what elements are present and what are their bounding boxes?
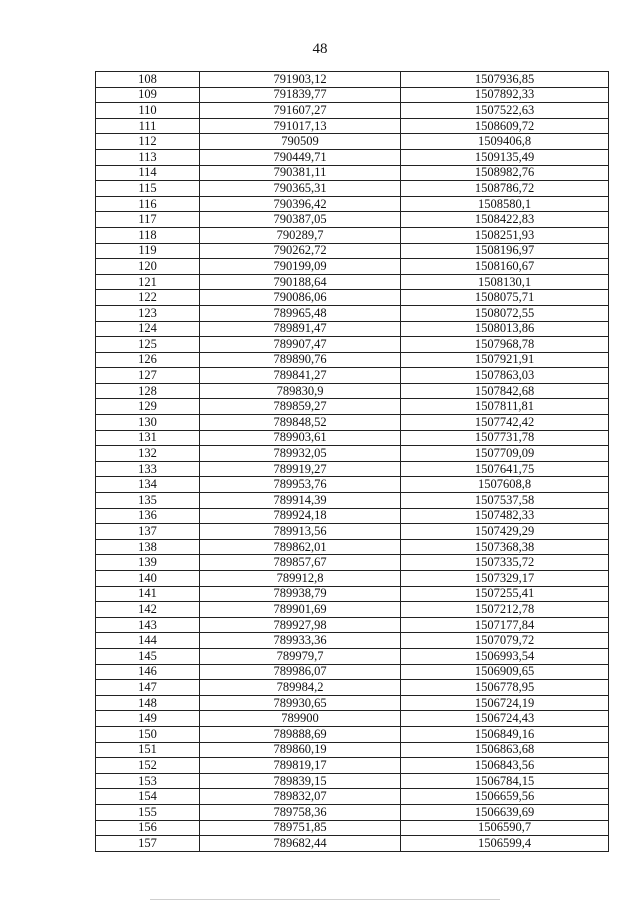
table-row [96,461,609,477]
point-number-cell: 133 [96,461,200,477]
point-number-cell: 114 [96,165,200,181]
table-row [96,508,609,524]
point-number-cell: 157 [96,836,200,852]
table-row [96,758,609,774]
y-coordinate-cell: 1507522,63 [401,103,609,119]
y-coordinate-cell: 1506778,95 [401,680,609,696]
point-number-cell: 152 [96,758,200,774]
x-coordinate-cell: 789932,05 [200,446,401,462]
y-coordinate-cell: 1507177,84 [401,617,609,633]
x-coordinate-cell: 791839,77 [200,87,401,103]
x-coordinate-cell: 789914,39 [200,493,401,509]
table-row [96,259,609,275]
x-coordinate-cell: 789862,01 [200,539,401,555]
point-number-cell: 134 [96,477,200,493]
x-coordinate-cell: 790086,06 [200,290,401,306]
y-coordinate-cell: 1506724,43 [401,711,609,727]
table-row [96,72,609,88]
x-coordinate-cell: 789830,9 [200,383,401,399]
x-coordinate-cell: 789859,27 [200,399,401,415]
table-row [96,726,609,742]
table-row [96,87,609,103]
x-coordinate-cell: 791017,13 [200,118,401,134]
x-coordinate-cell: 789888,69 [200,726,401,742]
x-coordinate-cell: 789979,7 [200,648,401,664]
table-row [96,602,609,618]
coordinates-table [95,71,609,852]
y-coordinate-cell: 1506993,54 [401,648,609,664]
y-coordinate-cell: 1507212,78 [401,602,609,618]
point-number-cell: 130 [96,415,200,431]
coordinates-table-body [96,72,609,852]
table-row [96,586,609,602]
point-number-cell: 123 [96,305,200,321]
y-coordinate-cell: 1506863,68 [401,742,609,758]
point-number-cell: 126 [96,352,200,368]
y-coordinate-cell: 1506639,69 [401,804,609,820]
x-coordinate-cell: 790509 [200,134,401,150]
point-number-cell: 110 [96,103,200,119]
point-number-cell: 146 [96,664,200,680]
x-coordinate-cell: 789953,76 [200,477,401,493]
point-number-cell: 140 [96,571,200,587]
page-number: 48 [312,41,328,57]
point-number-cell: 144 [96,633,200,649]
table-row [96,711,609,727]
y-coordinate-cell: 1506909,65 [401,664,609,680]
point-number-cell: 139 [96,555,200,571]
y-coordinate-cell: 1508160,67 [401,259,609,275]
x-coordinate-cell: 789841,27 [200,368,401,384]
y-coordinate-cell: 1507842,68 [401,383,609,399]
y-coordinate-cell: 1509406,8 [401,134,609,150]
x-coordinate-cell: 789930,65 [200,695,401,711]
point-number-cell: 118 [96,227,200,243]
point-number-cell: 151 [96,742,200,758]
point-number-cell: 117 [96,212,200,228]
point-number-cell: 147 [96,680,200,696]
table-row [96,539,609,555]
table-row [96,368,609,384]
x-coordinate-cell: 789839,15 [200,773,401,789]
point-number-cell: 122 [96,290,200,306]
table-row [96,820,609,836]
x-coordinate-cell: 789933,36 [200,633,401,649]
point-number-cell: 145 [96,648,200,664]
x-coordinate-cell: 789832,07 [200,789,401,805]
x-coordinate-cell: 790289,7 [200,227,401,243]
point-number-cell: 109 [96,87,200,103]
table-row [96,290,609,306]
point-number-cell: 137 [96,524,200,540]
point-number-cell: 113 [96,149,200,165]
x-coordinate-cell: 790387,05 [200,212,401,228]
y-coordinate-cell: 1507255,41 [401,586,609,602]
y-coordinate-cell: 1508196,97 [401,243,609,259]
table-row [96,274,609,290]
x-coordinate-cell: 789682,44 [200,836,401,852]
table-row [96,243,609,259]
x-coordinate-cell: 789907,47 [200,337,401,353]
x-coordinate-cell: 790199,09 [200,259,401,275]
x-coordinate-cell: 789891,47 [200,321,401,337]
x-coordinate-cell: 789819,17 [200,758,401,774]
x-coordinate-cell: 790381,11 [200,165,401,181]
table-row [96,196,609,212]
table-row [96,477,609,493]
x-coordinate-cell: 789758,36 [200,804,401,820]
y-coordinate-cell: 1506784,15 [401,773,609,789]
point-number-cell: 131 [96,430,200,446]
y-coordinate-cell: 1507641,75 [401,461,609,477]
x-coordinate-cell: 790396,42 [200,196,401,212]
table-row [96,446,609,462]
x-coordinate-cell: 789903,61 [200,430,401,446]
table-row [96,789,609,805]
y-coordinate-cell: 1508786,72 [401,181,609,197]
x-coordinate-cell: 789751,85 [200,820,401,836]
y-coordinate-cell: 1508130,1 [401,274,609,290]
table-row [96,352,609,368]
point-number-cell: 148 [96,695,200,711]
point-number-cell: 154 [96,789,200,805]
x-coordinate-cell: 790188,64 [200,274,401,290]
x-coordinate-cell: 791903,12 [200,72,401,88]
table-row [96,648,609,664]
point-number-cell: 119 [96,243,200,259]
y-coordinate-cell: 1506843,56 [401,758,609,774]
table-row [96,430,609,446]
y-coordinate-cell: 1507709,09 [401,446,609,462]
y-coordinate-cell: 1507335,72 [401,555,609,571]
y-coordinate-cell: 1507429,29 [401,524,609,540]
table-row [96,415,609,431]
x-coordinate-cell: 789913,56 [200,524,401,540]
point-number-cell: 108 [96,72,200,88]
x-coordinate-cell: 789924,18 [200,508,401,524]
y-coordinate-cell: 1507921,91 [401,352,609,368]
y-coordinate-cell: 1509135,49 [401,149,609,165]
table-row [96,836,609,852]
y-coordinate-cell: 1508075,71 [401,290,609,306]
y-coordinate-cell: 1507537,58 [401,493,609,509]
y-coordinate-cell: 1507892,33 [401,87,609,103]
y-coordinate-cell: 1506590,7 [401,820,609,836]
x-coordinate-cell: 791607,27 [200,103,401,119]
table-row [96,118,609,134]
table-row [96,103,609,119]
table-row [96,305,609,321]
y-coordinate-cell: 1508580,1 [401,196,609,212]
x-coordinate-cell: 789984,2 [200,680,401,696]
y-coordinate-cell: 1506659,56 [401,789,609,805]
x-coordinate-cell: 790365,31 [200,181,401,197]
point-number-cell: 112 [96,134,200,150]
y-coordinate-cell: 1507368,38 [401,539,609,555]
x-coordinate-cell: 789900 [200,711,401,727]
bottom-scan-line [150,899,500,900]
x-coordinate-cell: 789901,69 [200,602,401,618]
y-coordinate-cell: 1508251,93 [401,227,609,243]
y-coordinate-cell: 1507329,17 [401,571,609,587]
point-number-cell: 111 [96,118,200,134]
table-row [96,804,609,820]
table-row [96,165,609,181]
x-coordinate-cell: 789848,52 [200,415,401,431]
table-row [96,571,609,587]
point-number-cell: 150 [96,726,200,742]
point-number-cell: 149 [96,711,200,727]
x-coordinate-cell: 789890,76 [200,352,401,368]
y-coordinate-cell: 1507482,33 [401,508,609,524]
point-number-cell: 124 [96,321,200,337]
table-row [96,617,609,633]
table-row [96,149,609,165]
y-coordinate-cell: 1506724,19 [401,695,609,711]
table-row [96,695,609,711]
point-number-cell: 129 [96,399,200,415]
table-row [96,337,609,353]
x-coordinate-cell: 789912,8 [200,571,401,587]
table-row [96,524,609,540]
y-coordinate-cell: 1508013,86 [401,321,609,337]
point-number-cell: 120 [96,259,200,275]
point-number-cell: 141 [96,586,200,602]
y-coordinate-cell: 1506599,4 [401,836,609,852]
y-coordinate-cell: 1508072,55 [401,305,609,321]
y-coordinate-cell: 1507742,42 [401,415,609,431]
point-number-cell: 125 [96,337,200,353]
x-coordinate-cell: 789927,98 [200,617,401,633]
table-row [96,399,609,415]
table-row [96,134,609,150]
table-row [96,181,609,197]
point-number-cell: 115 [96,181,200,197]
y-coordinate-cell: 1507608,8 [401,477,609,493]
table-row [96,633,609,649]
y-coordinate-cell: 1507936,85 [401,72,609,88]
x-coordinate-cell: 790262,72 [200,243,401,259]
x-coordinate-cell: 789938,79 [200,586,401,602]
point-number-cell: 116 [96,196,200,212]
y-coordinate-cell: 1507811,81 [401,399,609,415]
table-row [96,555,609,571]
table-row [96,383,609,399]
y-coordinate-cell: 1508982,76 [401,165,609,181]
y-coordinate-cell: 1507079,72 [401,633,609,649]
table-row [96,680,609,696]
x-coordinate-cell: 789986,07 [200,664,401,680]
x-coordinate-cell: 790449,71 [200,149,401,165]
y-coordinate-cell: 1507731,78 [401,430,609,446]
point-number-cell: 132 [96,446,200,462]
y-coordinate-cell: 1508422,83 [401,212,609,228]
point-number-cell: 143 [96,617,200,633]
x-coordinate-cell: 789965,48 [200,305,401,321]
point-number-cell: 153 [96,773,200,789]
point-number-cell: 138 [96,539,200,555]
point-number-cell: 136 [96,508,200,524]
table-row [96,321,609,337]
y-coordinate-cell: 1508609,72 [401,118,609,134]
y-coordinate-cell: 1507968,78 [401,337,609,353]
point-number-cell: 135 [96,493,200,509]
y-coordinate-cell: 1506849,16 [401,726,609,742]
table-row [96,773,609,789]
table-row [96,212,609,228]
point-number-cell: 121 [96,274,200,290]
x-coordinate-cell: 789857,67 [200,555,401,571]
point-number-cell: 155 [96,804,200,820]
x-coordinate-cell: 789919,27 [200,461,401,477]
point-number-cell: 128 [96,383,200,399]
point-number-cell: 142 [96,602,200,618]
table-row [96,227,609,243]
point-number-cell: 156 [96,820,200,836]
y-coordinate-cell: 1507863,03 [401,368,609,384]
x-coordinate-cell: 789860,19 [200,742,401,758]
table-row [96,493,609,509]
point-number-cell: 127 [96,368,200,384]
table-row [96,664,609,680]
table-row [96,742,609,758]
